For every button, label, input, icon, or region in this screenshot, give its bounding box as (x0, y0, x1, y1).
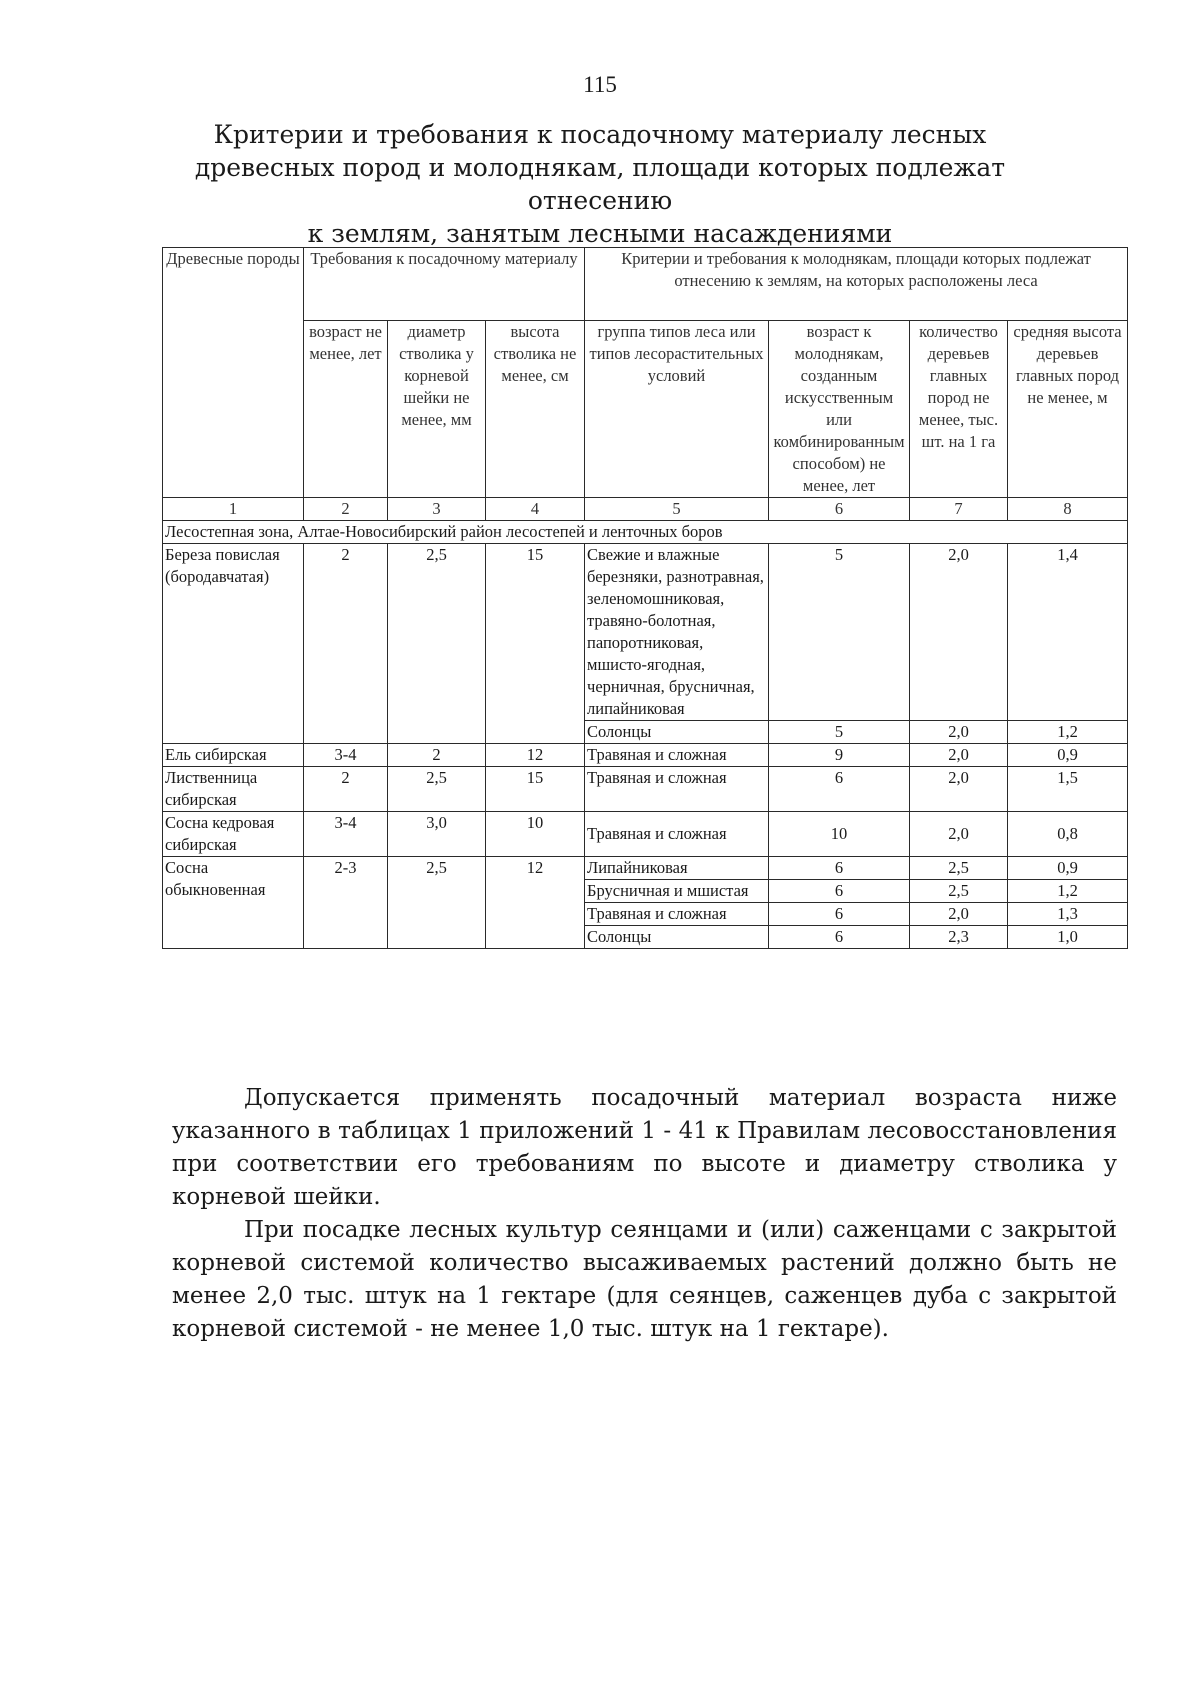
table-row (163, 857, 1128, 880)
col-number: 4 (486, 498, 585, 521)
col-number: 5 (585, 498, 769, 521)
forest-type-cell: Травяная и сложная (585, 903, 769, 926)
title-line-3: к землям, занятым лесными насаждениями (307, 219, 893, 248)
tree-count-cell: 2,0 (910, 903, 1008, 926)
young-age-cell: 5 (769, 721, 910, 744)
paragraph: При посадке лесных культур сеянцами и (или) саженцами с закрытой корневой системой количество высаживаемых растений должно быть не менее 2,0 тыс. штук на 1 гектаре (для сеянцев, саженцев дуба с закрытой корневой системой - не менее 1,0 тыс. штук на 1 гектаре). (172, 1217, 1117, 1342)
height-cell: 15 (486, 544, 585, 744)
forest-type-cell: Травяная и сложная (585, 812, 769, 857)
age-cell: 2-3 (304, 857, 388, 949)
diameter-cell: 2,5 (388, 767, 486, 812)
col-number: 1 (163, 498, 304, 521)
page-number: 115 (583, 72, 617, 97)
avg-height-cell: 1,4 (1008, 544, 1128, 721)
forest-type-cell: Травяная и сложная (585, 767, 769, 812)
forest-type-cell: Свежие и влажные березняки, разнотравная, зеленомошниковая, травяно-болотная, папоротниковая, мшисто-ягодная, черничная, брусничная, липайниковая (585, 544, 769, 721)
header-species: Древесные породы (163, 248, 304, 498)
header-young-criteria: Критерии и требования к молоднякам, площади которых подлежат отнесению к землям, на которых расположены леса (585, 248, 1128, 321)
diameter-cell: 3,0 (388, 812, 486, 857)
height-cell: 12 (486, 744, 585, 767)
young-age-cell: 9 (769, 744, 910, 767)
header-forest-type: группа типов леса или типов лесорастительных условий (585, 321, 769, 498)
avg-height-cell: 1,3 (1008, 903, 1128, 926)
table-header (163, 248, 1128, 521)
age-cell: 2 (304, 767, 388, 812)
avg-height-cell: 0,9 (1008, 857, 1128, 880)
avg-height-cell: 1,2 (1008, 880, 1128, 903)
tree-count-cell: 2,0 (910, 721, 1008, 744)
species-cell: Лиственница сибирская (163, 767, 304, 812)
title-line-2: древесных пород и молоднякам, площади которых подлежат отнесению (194, 153, 1006, 215)
col-number: 6 (769, 498, 910, 521)
body-text (172, 1082, 1117, 1346)
tree-count-cell: 2,0 (910, 544, 1008, 721)
young-age-cell: 6 (769, 903, 910, 926)
forest-type-cell: Травяная и сложная (585, 744, 769, 767)
header-avg-height: средняя высота деревьев главных пород не менее, м (1008, 321, 1128, 498)
young-age-cell: 6 (769, 926, 910, 949)
height-cell: 10 (486, 812, 585, 857)
title-line-1: Критерии и требования к посадочному материалу лесных (213, 120, 987, 149)
header-age: возраст не менее, лет (304, 321, 388, 498)
young-age-cell: 6 (769, 857, 910, 880)
col-number: 2 (304, 498, 388, 521)
forest-type-cell: Брусничная и мшистая (585, 880, 769, 903)
species-cell: Сосна кедровая сибирская (163, 812, 304, 857)
young-age-cell: 6 (769, 767, 910, 812)
avg-height-cell: 1,0 (1008, 926, 1128, 949)
header-diameter: диаметр стволика у корневой шейки не менее, мм (388, 321, 486, 498)
age-cell: 2 (304, 544, 388, 744)
forest-type-cell: Солонцы (585, 926, 769, 949)
young-age-cell: 5 (769, 544, 910, 721)
forest-type-cell: Солонцы (585, 721, 769, 744)
height-cell: 15 (486, 767, 585, 812)
avg-height-cell: 1,5 (1008, 767, 1128, 812)
zone-row: Лесостепная зона, Алтае-Новосибирский район лесостепей и ленточных боров (163, 521, 1128, 544)
col-number: 8 (1008, 498, 1128, 521)
height-cell: 12 (486, 857, 585, 949)
header-young-age: возраст к молоднякам, созданным искусственным или комбинированным способом) не менее, лет (769, 321, 910, 498)
header-tree-count: количество деревьев главных пород не менее, тыс. шт. на 1 га (910, 321, 1008, 498)
col-number: 7 (910, 498, 1008, 521)
table-row (163, 812, 1128, 857)
tree-count-cell: 2,5 (910, 880, 1008, 903)
young-age-cell: 6 (769, 880, 910, 903)
age-cell: 3-4 (304, 812, 388, 857)
tree-count-cell: 2,3 (910, 926, 1008, 949)
forest-type-cell: Липайниковая (585, 857, 769, 880)
species-cell: Береза повислая (бородавчатая) (163, 544, 304, 744)
table-row (163, 544, 1128, 721)
diameter-cell: 2,5 (388, 544, 486, 744)
tree-count-cell: 2,0 (910, 744, 1008, 767)
table-row (163, 744, 1128, 767)
tree-count-cell: 2,0 (910, 767, 1008, 812)
paragraph: Допускается применять посадочный материал возраста ниже указанного в таблицах 1 приложений 1 - 41 к Правилам лесовосстановления при соответствии его требованиям по высоте и диаметру стволика у корневой шейки. (172, 1085, 1117, 1210)
species-cell: Сосна обыкновенная (163, 857, 304, 949)
table-row (163, 767, 1128, 812)
avg-height-cell: 0,8 (1008, 812, 1128, 857)
age-cell: 3-4 (304, 744, 388, 767)
young-age-cell: 10 (769, 812, 910, 857)
header-height: высота стволика не менее, см (486, 321, 585, 498)
table-body (163, 521, 1128, 949)
criteria-table (162, 247, 1128, 949)
tree-count-cell: 2,5 (910, 857, 1008, 880)
avg-height-cell: 1,2 (1008, 721, 1128, 744)
tree-count-cell: 2,0 (910, 812, 1008, 857)
col-number: 3 (388, 498, 486, 521)
document-title (150, 118, 1050, 250)
header-planting-requirements: Требования к посадочному материалу (304, 248, 585, 321)
diameter-cell: 2 (388, 744, 486, 767)
species-cell: Ель сибирская (163, 744, 304, 767)
diameter-cell: 2,5 (388, 857, 486, 949)
avg-height-cell: 0,9 (1008, 744, 1128, 767)
